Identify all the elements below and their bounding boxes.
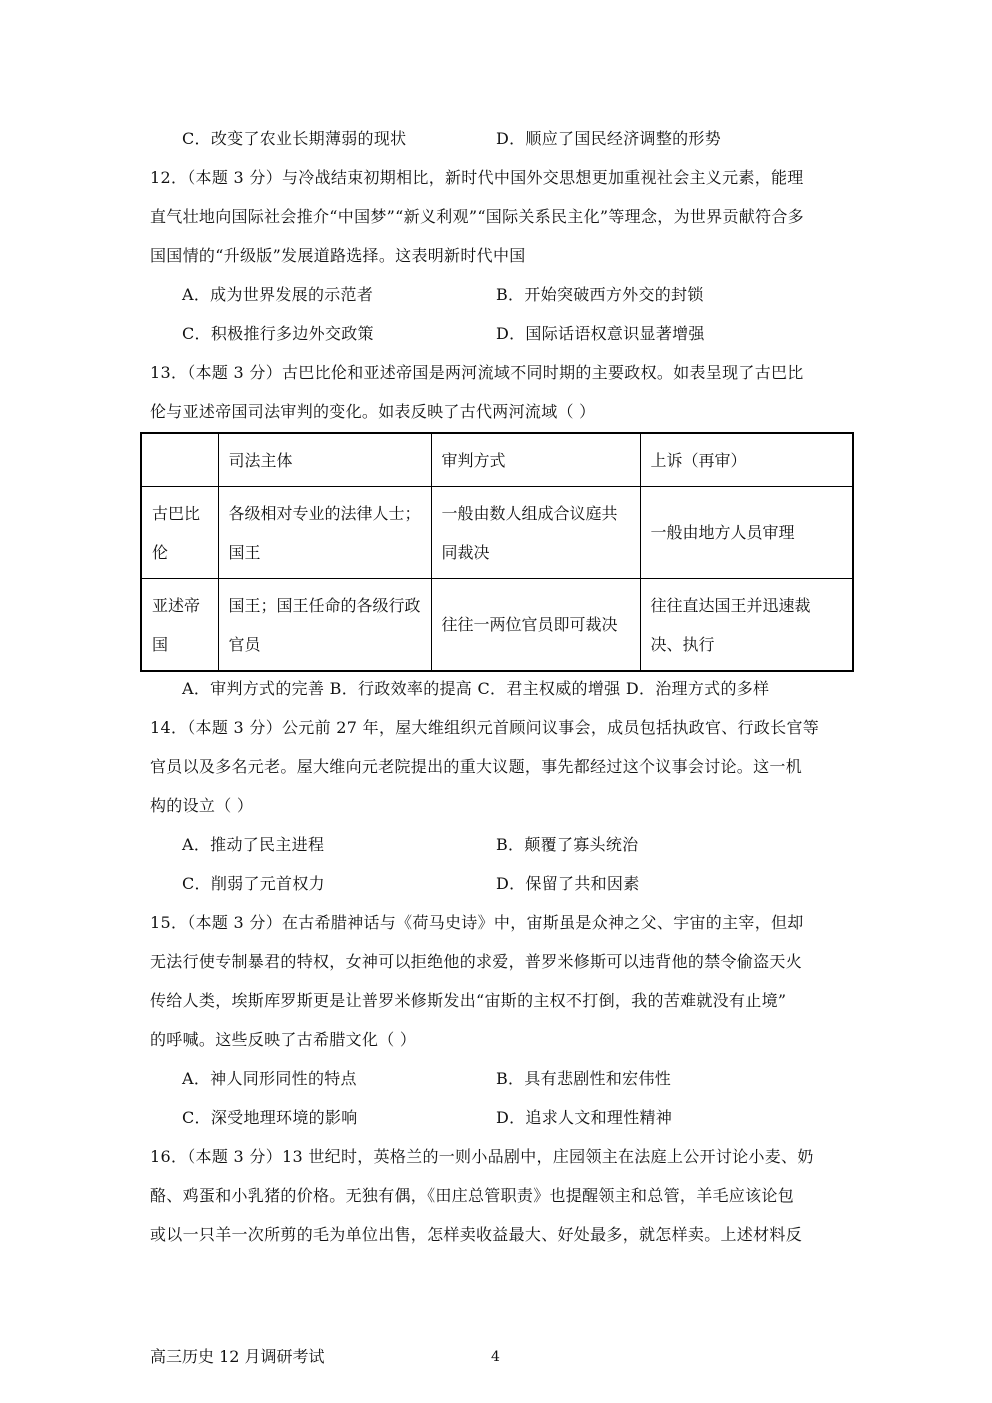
q14-stem-line-2: 官员以及多名元老。屋大维向元老院提出的重大议题，事先都经过这个议事会讨论。这一机 [150,757,803,776]
table-row [141,579,853,672]
q16-stem-line-3: 或以一只羊一次所剪的毛为单位出售，怎样卖收益最大、好处最多，就怎样卖。上述材料反 [150,1225,803,1244]
q14-option-c: C．削弱了元首权力 [182,874,325,893]
footer-exam-title: 高三历史 12 月调研考试 [150,1347,325,1366]
q14-option-a: A．推动了民主进程 [182,835,325,854]
q14-stem-line-1: 14．（本题 3 分）公元前 27 年，屋大维组织元首顾问议事会，成员包括执政官、行政长官等 [150,718,820,737]
judicial-comparison-table [140,432,854,672]
table-header-cell: 上诉（再审） [640,433,853,487]
q11-option-d: D．顺应了国民经济调整的形势 [496,129,722,148]
q13-stem-line-2: 伦与亚述帝国司法审判的变化。如表反映了古代两河流域（ ） [150,402,596,421]
table-cell: 往往一两位官员即可裁决 [431,579,640,672]
q12-stem-line-2: 直气壮地向国际社会推介“中国梦”“新义利观”“国际关系民主化”等理念，为世界贡献符合多 [150,207,804,226]
q14-stem-line-3: 构的设立（ ） [150,796,254,815]
table-header-row [141,433,853,487]
table-header-cell: 司法主体 [218,433,431,487]
q11-option-c: C．改变了农业长期薄弱的现状 [182,129,407,148]
q14-option-b: B．颠覆了寡头统治 [496,835,639,854]
table-row [141,487,853,579]
q13-options: A．审判方式的完善 B．行政效率的提高 C．君主权威的增强 D．治理方式的多样 [182,679,770,698]
q15-option-b: B．具有悲剧性和宏伟性 [496,1069,672,1088]
q15-stem-line-3: 传给人类，埃斯库罗斯更是让普罗米修斯发出“宙斯的主权不打倒，我的苦难就没有止境” [150,991,787,1010]
q12-option-c: C．积极推行多边外交政策 [182,324,374,343]
q15-option-d: D．追求人文和理性精神 [496,1108,673,1127]
q12-stem-line-1: 12．（本题 3 分）与冷战结束初期相比，新时代中国外交思想更加重视社会主义元素，能理 [150,168,804,187]
q12-option-b: B．开始突破西方外交的封锁 [496,285,704,304]
table-cell: 一般由地方人员审理 [640,487,853,579]
q14-option-d: D．保留了共和因素 [496,874,640,893]
table-header-cell: 审判方式 [431,433,640,487]
table-cell: 国王；国王任命的各级行政官员 [218,579,431,672]
q15-stem-line-1: 15．（本题 3 分）在古希腊神话与《荷马史诗》中，宙斯虽是众神之父、宇宙的主宰，但却 [150,913,804,932]
q12-stem-line-3: 国国情的“升级版”发展道路选择。这表明新时代中国 [150,246,526,265]
q16-stem-line-1: 16．（本题 3 分）13 世纪时，英格兰的一则小品剧中，庄园领主在法庭上公开讨论小麦、奶 [150,1147,814,1166]
q16-stem-line-2: 酪、鸡蛋和小乳猪的价格。无独有偶，《田庄总管职责》也提醒领主和总管，羊毛应该论包 [150,1186,795,1205]
q15-option-c: C．深受地理环境的影响 [182,1108,358,1127]
q12-option-d: D．国际话语权意识显著增强 [496,324,705,343]
table-cell: 亚述帝国 [141,579,218,672]
q12-option-a: A．成为世界发展的示范者 [182,285,374,304]
table-cell: 各级相对专业的法律人士；国王 [218,487,431,579]
q13-stem-line-1: 13．（本题 3 分）古巴比伦和亚述帝国是两河流域不同时期的主要政权。如表呈现了古巴比 [150,363,804,382]
table-cell: 往往直达国王并迅速裁决、执行 [640,579,853,672]
q15-stem-line-2: 无法行使专制暴君的特权，女神可以拒绝他的求爱，普罗米修斯可以违背他的禁令偷盗天火 [150,952,803,971]
q15-option-a: A．神人同形同性的特点 [182,1069,357,1088]
footer-page-number: 4 [491,1349,500,1365]
table-header-cell [141,433,218,487]
table-cell: 一般由数人组成合议庭共同裁决 [431,487,640,579]
table-cell: 古巴比伦 [141,487,218,579]
q15-stem-line-4: 的呼喊。这些反映了古希腊文化（ ） [150,1030,417,1049]
